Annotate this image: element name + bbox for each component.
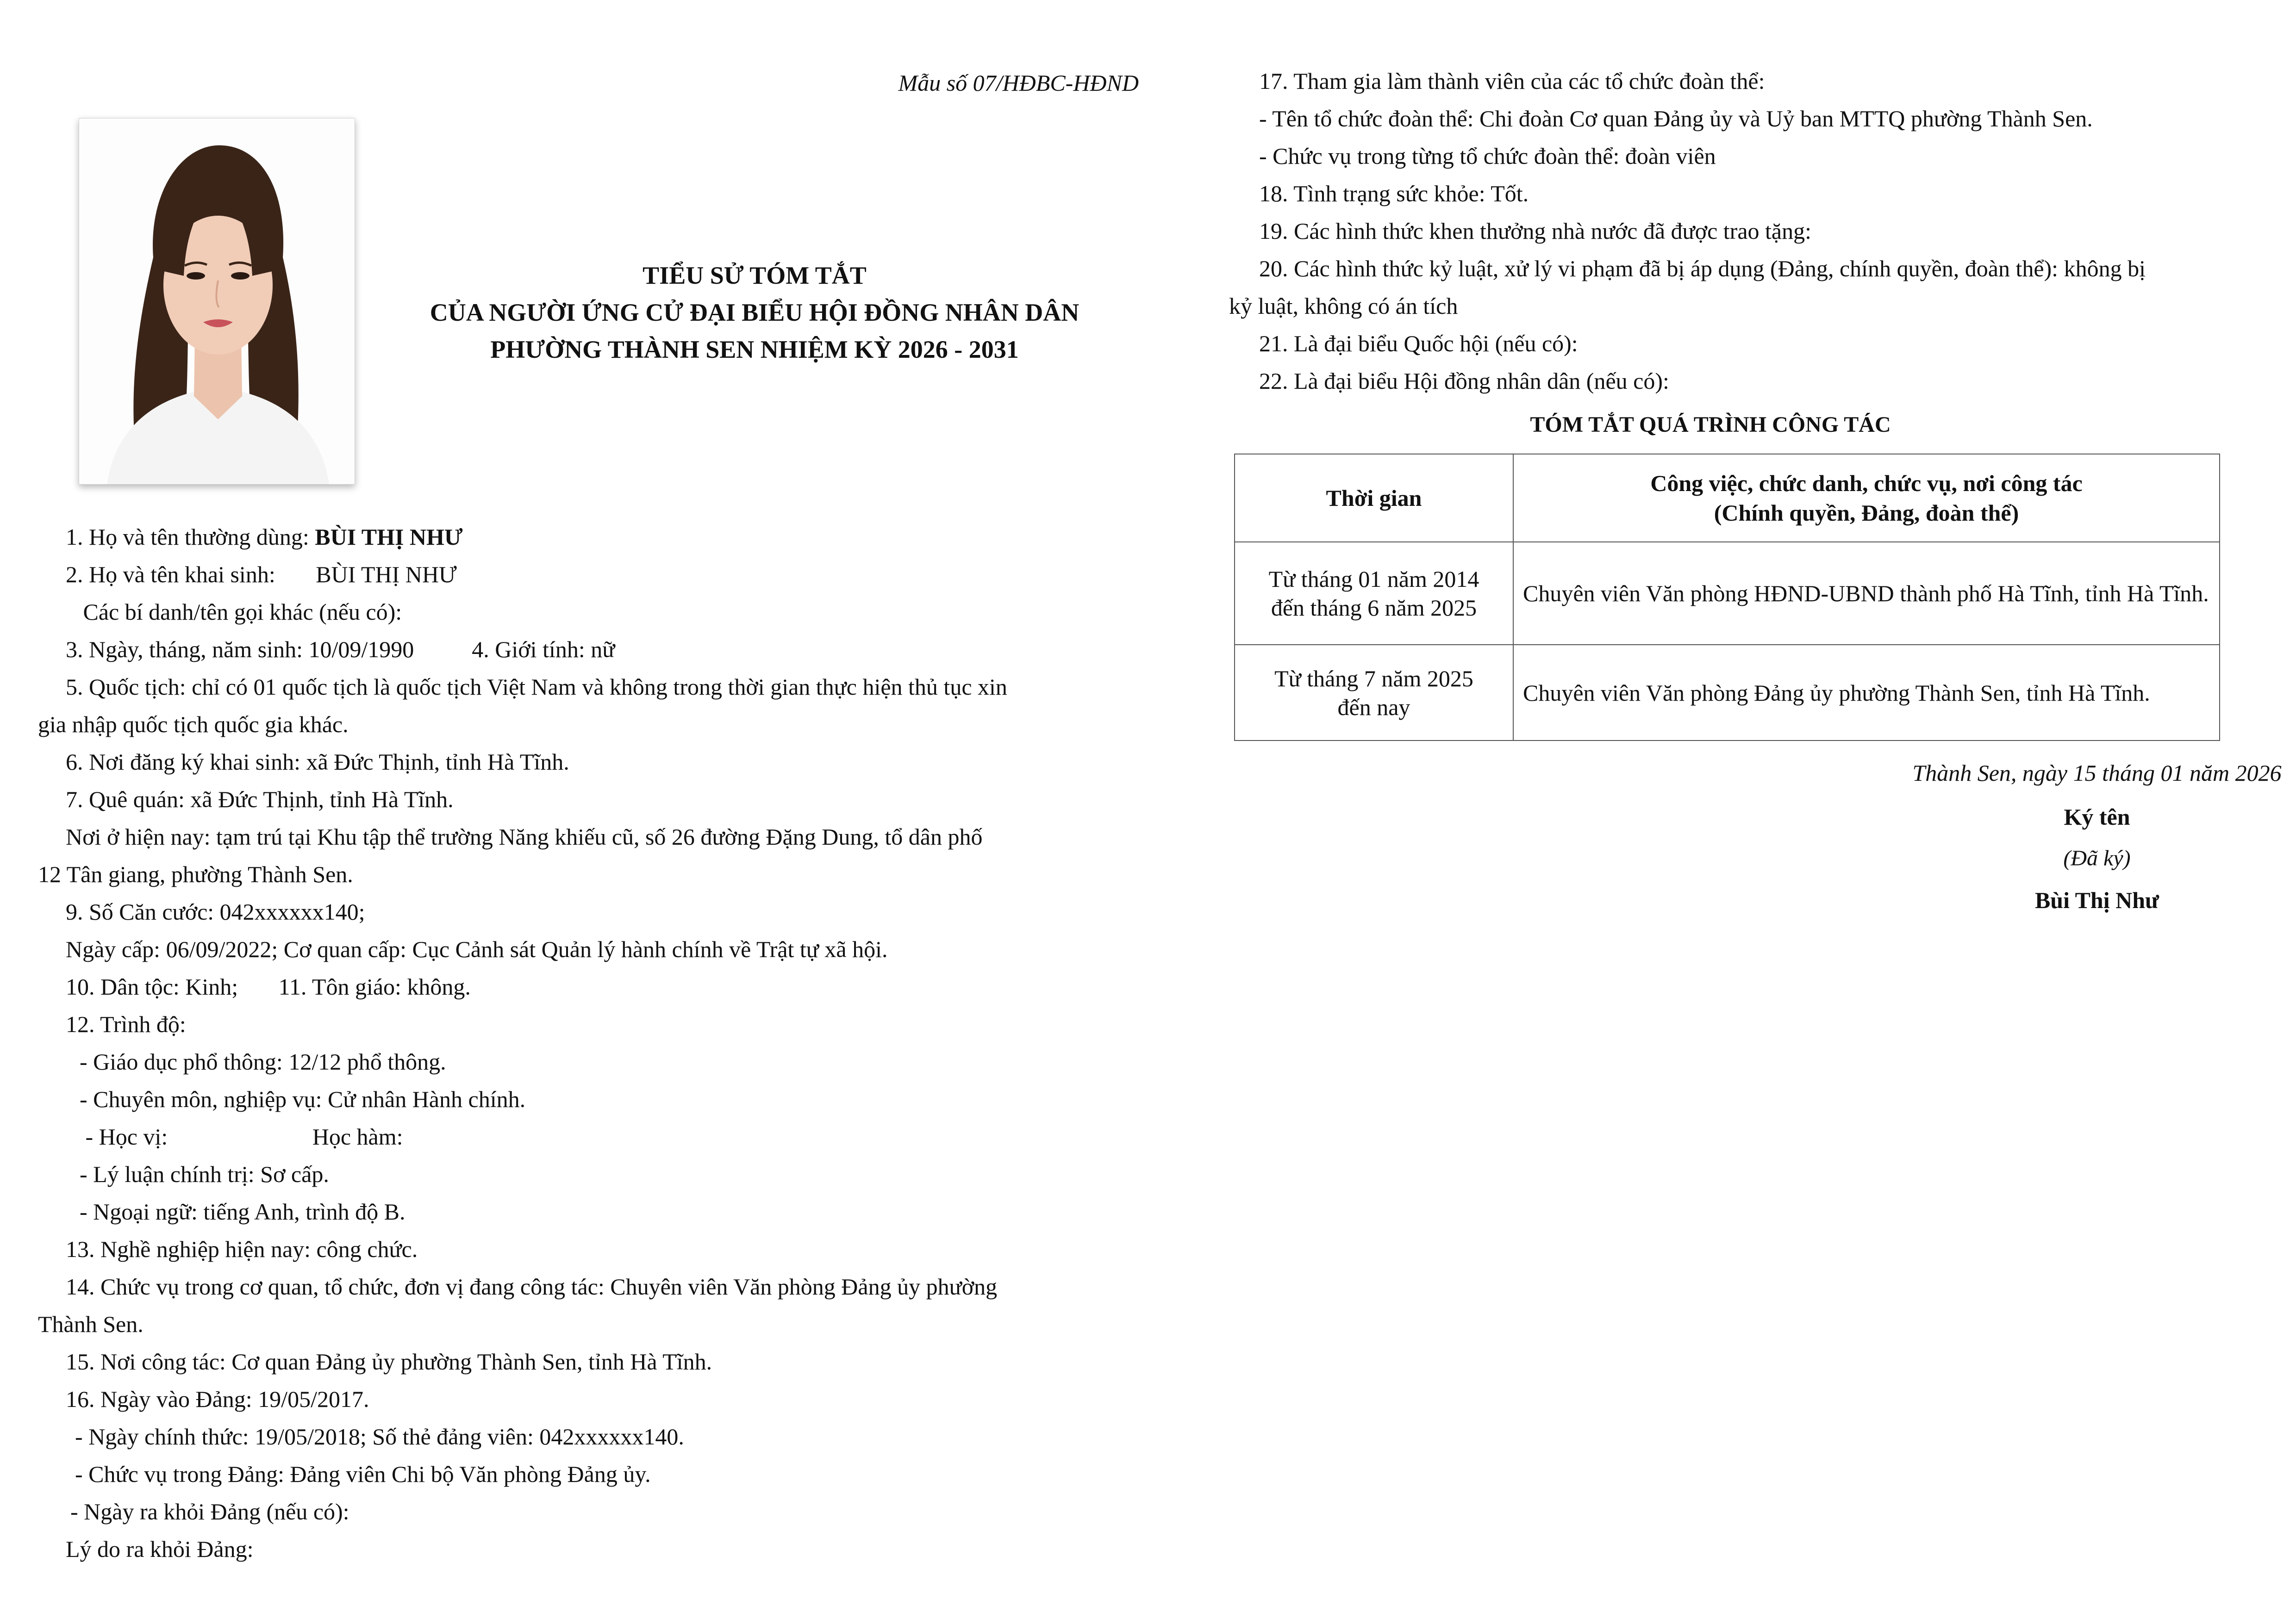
field-common-name (38, 518, 1140, 556)
portrait-photo (79, 118, 355, 485)
row-time (1235, 645, 1513, 740)
row-job: Chuyên viên Văn phòng HĐND-UBND thành phố Hà Tĩnh, tỉnh Hà Tĩnh. (1513, 542, 2220, 645)
signature-block (1727, 750, 2296, 921)
field-awards: 19. Các hình thức khen thưởng nhà nước đã được trao tặng: (1259, 218, 1811, 244)
field-specialization: - Chuyên môn, nghiệp vụ: Cử nhân Hành chính. (80, 1086, 526, 1112)
place-date: Thành Sen, ngày 15 tháng 01 năm 2026 (1912, 760, 2282, 786)
field-degree-title: - Học vị: Học hàm: (80, 1124, 403, 1150)
field-party-join-date: 16. Ngày vào Đảng: 19/05/2017. (66, 1386, 369, 1412)
row-time-line-2: đến nay (1337, 694, 1410, 720)
field-organization-role: - Chức vụ trong từng tổ chức đoàn thể: đoàn viên (1259, 143, 1716, 169)
signer-name: Bùi Thị Như (2034, 887, 2159, 913)
field-party-official-date: - Ngày chính thức: 19/05/2018; Số thẻ đảng viên: 042xxxxxx140. (75, 1424, 684, 1450)
field-general-education: - Giáo dục phổ thông: 12/12 phổ thông. (80, 1049, 446, 1075)
row-time-line-1: Từ tháng 7 năm 2025 (1274, 665, 1473, 691)
field-residence-cont: 12 Tân giang, phường Thành Sen. (38, 861, 353, 887)
sign-label: Ký tên (2064, 804, 2130, 830)
field-position-cont: Thành Sen. (38, 1311, 144, 1337)
field-position: 14. Chức vụ trong cơ quan, tổ chức, đơn vị đang công tác: Chuyên viên Văn phòng Đảng ủy phường (66, 1274, 998, 1300)
field-id-number: 9. Số Căn cước: 042xxxxxx140; (66, 899, 365, 925)
field-nationality-cont: gia nhập quốc tịch quốc gia khác. (38, 711, 349, 737)
field-organization-name: - Tên tổ chức đoàn thể: Chi đoàn Cơ quan Đảng ủy và Uỷ ban MTTQ phường Thành Sen. (1259, 106, 2093, 131)
table-header-row (1235, 454, 2220, 542)
field-id-issue: Ngày cấp: 06/09/2022; Cơ quan cấp: Cục Cảnh sát Quản lý hành chính về Trật tự xã hội. (66, 936, 888, 962)
field-national-assembly: 21. Là đại biểu Quốc hội (nếu có): (1259, 330, 1578, 356)
field-ethnicity-religion: 10. Dân tộc: Kinh; 11. Tôn giáo: không. (66, 974, 471, 1000)
row-job: Chuyên viên Văn phòng Đảng ủy phường Thành Sen, tỉnh Hà Tĩnh. (1513, 645, 2220, 740)
field-dob-gender: 3. Ngày, tháng, năm sinh: 10/09/1990 4. Giới tính: nữ (66, 636, 615, 662)
field-organizations: 17. Tham gia làm thành viên của các tổ chức đoàn thể: (1259, 68, 1765, 94)
table-row (1235, 542, 2220, 645)
header-job-line-2: (Chính quyền, Đảng, đoàn thể) (1714, 500, 2019, 526)
title-line-2: CỦA NGƯỜI ỨNG CỬ ĐẠI BIỂU HỘI ĐỒNG NHÂN DÂN (430, 299, 1079, 326)
field-aliases: Các bí danh/tên gọi khác (nếu có): (66, 599, 402, 625)
form-number: Mẫu số 07/HĐBC-HĐND (898, 70, 1139, 96)
header-time: Thời gian (1235, 454, 1513, 542)
field-occupation: 13. Nghề nghiệp hiện nay: công chức. (66, 1236, 418, 1262)
field-label: 1. Họ và tên thường dùng: (66, 524, 315, 550)
personal-fields (38, 518, 1140, 1568)
additional-fields (1148, 62, 2291, 400)
work-history-table (1234, 454, 2220, 741)
work-history-title: TÓM TẮT QUÁ TRÌNH CÔNG TÁC (1530, 412, 1891, 437)
document-title (384, 257, 1125, 368)
field-political-theory: - Lý luận chính trị: Sơ cấp. (80, 1161, 329, 1187)
field-party-leave-reason: Lý do ra khỏi Đảng: (66, 1536, 254, 1562)
field-value-name: BÙI THỊ NHƯ (315, 524, 463, 550)
field-hometown: 7. Quê quán: xã Đức Thịnh, tỉnh Hà Tĩnh. (66, 786, 454, 812)
right-page (1148, 0, 2296, 1624)
field-workplace: 15. Nơi công tác: Cơ quan Đảng ủy phường Thành Sen, tỉnh Hà Tĩnh. (66, 1349, 712, 1375)
header-job-line-1: Công việc, chức danh, chức vụ, nơi công tác (1650, 470, 2083, 496)
field-residence: Nơi ở hiện nay: tạm trú tại Khu tập thể trường Năng khiếu cũ, số 26 đường Đặng Dung, tổ dân phố (66, 824, 983, 850)
field-peoples-council: 22. Là đại biểu Hội đồng nhân dân (nếu có): (1259, 368, 1669, 394)
row-time-line-2: đến tháng 6 năm 2025 (1271, 595, 1477, 621)
row-time-line-1: Từ tháng 01 năm 2014 (1268, 566, 1479, 592)
row-time (1235, 542, 1513, 645)
field-foreign-language: - Ngoại ngữ: tiếng Anh, trình độ B. (80, 1199, 406, 1225)
title-line-3: PHƯỜNG THÀNH SEN NHIỆM KỲ 2026 - 2031 (490, 336, 1019, 363)
field-discipline: 20. Các hình thức kỷ luật, xử lý vi phạm đã bị áp dụng (Đảng, chính quyền, đoàn thể): không bị (1259, 255, 2146, 281)
field-birth-registration: 6. Nơi đăng ký khai sinh: xã Đức Thịnh, tỉnh Hà Tĩnh. (66, 749, 569, 775)
field-education: 12. Trình độ: (66, 1011, 186, 1037)
field-birth-name: 2. Họ và tên khai sinh: BÙI THỊ NHƯ (66, 561, 457, 587)
signed-note: (Đã ký) (2063, 846, 2131, 871)
field-health: 18. Tình trạng sức khỏe: Tốt. (1259, 180, 1529, 206)
field-party-position: - Chức vụ trong Đảng: Đảng viên Chi bộ Văn phòng Đảng ủy. (75, 1461, 651, 1487)
field-nationality: 5. Quốc tịch: chỉ có 01 quốc tịch là quốc tịch Việt Nam và không trong thời gian thực hiện thủ tục xin (66, 674, 1007, 700)
header-job (1513, 454, 2220, 542)
portrait-illustration (79, 118, 355, 484)
table-row (1235, 645, 2220, 740)
field-discipline-cont: kỷ luật, không có án tích (1229, 293, 1458, 319)
title-line-1: TIỂU SỬ TÓM TẮT (643, 261, 867, 289)
field-party-leave-date: - Ngày ra khỏi Đảng (nếu có): (70, 1499, 349, 1524)
